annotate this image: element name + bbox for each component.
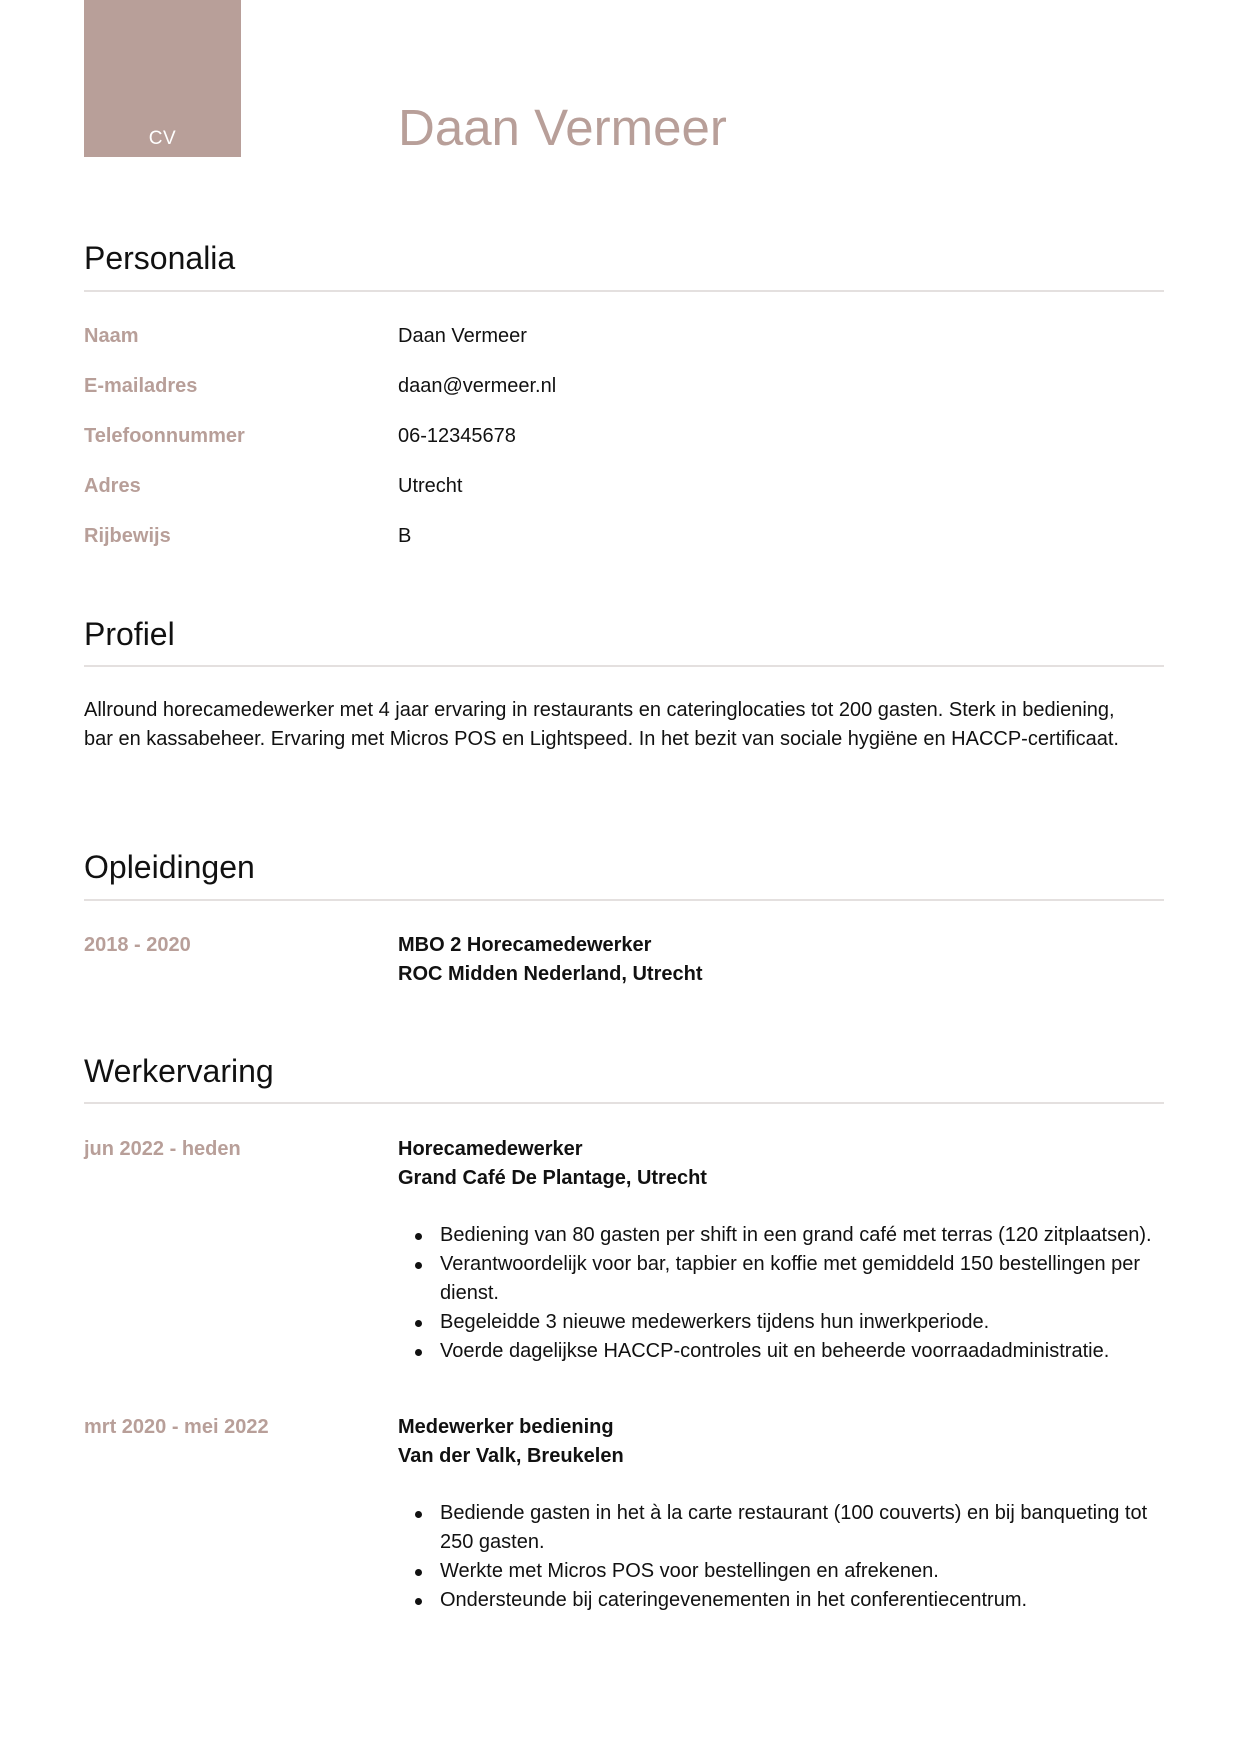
work-bullets xyxy=(398,1221,1164,1366)
section-title-opleidingen: Opleidingen xyxy=(84,849,255,885)
section-profiel xyxy=(84,618,1164,788)
section-opleidingen xyxy=(84,851,1164,991)
bullet-icon xyxy=(415,1349,422,1356)
education-school: ROC Midden Nederland, Utrecht xyxy=(398,963,703,985)
personalia-value: B xyxy=(398,525,412,547)
bullet-text: Bediende gasten in het à la carte restaurant (100 couverts) en bij banqueting tot 250 gasten. xyxy=(440,1502,1148,1553)
bullet-text: Werkte met Micros POS voor bestellingen en afrekenen. xyxy=(440,1560,939,1582)
education-date: 2018 - 2020 xyxy=(84,934,191,956)
cv-badge xyxy=(84,0,241,157)
section-personalia xyxy=(84,240,1164,547)
profile-text: Allround horecamedewerker met 4 jaar ervaring in restaurants en cateringlocaties tot 200 gasten. Sterk in bediening, bar en kassabeheer. Ervaring met Micros POS en Lightspeed. In het bezit van sociale hygiëne en HACCP-certificaat. xyxy=(84,699,1119,750)
bullet-icon xyxy=(415,1569,422,1576)
bullet-text: Begeleidde 3 nieuwe medewerkers tijdens hun inwerkperiode. xyxy=(440,1311,990,1333)
list-item xyxy=(398,1308,1164,1337)
personalia-value: Utrecht xyxy=(398,475,463,497)
bullet-text: Ondersteunde bij cateringevenementen in het conferentiecentrum. xyxy=(440,1589,1028,1611)
bullet-icon xyxy=(415,1511,422,1518)
list-item xyxy=(398,1337,1164,1366)
work-date: jun 2022 - heden xyxy=(84,1138,241,1160)
personalia-label: Rijbewijs xyxy=(84,525,171,547)
section-divider xyxy=(84,1102,1164,1104)
list-item xyxy=(398,1586,1164,1615)
section-werkervaring xyxy=(84,1055,1164,1635)
section-divider xyxy=(84,290,1164,292)
list-item xyxy=(398,1221,1164,1250)
work-title: Horecamedewerker xyxy=(398,1138,583,1160)
bullet-icon xyxy=(415,1320,422,1327)
personalia-value: 06-12345678 xyxy=(398,425,516,447)
bullet-icon xyxy=(415,1233,422,1240)
list-item xyxy=(398,1499,1164,1557)
section-title-personalia: Personalia xyxy=(84,240,236,276)
candidate-name: Daan Vermeer xyxy=(398,99,727,156)
personalia-label: Adres xyxy=(84,475,141,497)
personalia-label: E-mailadres xyxy=(84,375,198,397)
list-item xyxy=(398,1557,1164,1586)
personalia-label: Telefoonnummer xyxy=(84,425,245,447)
work-details xyxy=(398,1413,1164,1615)
work-details xyxy=(398,1135,1164,1366)
work-employer: Van der Valk, Breukelen xyxy=(398,1445,624,1467)
bullet-text: Verantwoordelijk voor bar, tapbier en koffie met gemiddeld 150 bestellingen per dienst. xyxy=(440,1253,1141,1304)
personalia-label: Naam xyxy=(84,325,139,347)
section-divider xyxy=(84,665,1164,667)
education-details xyxy=(398,931,1164,989)
personalia-value: Daan Vermeer xyxy=(398,325,527,347)
section-divider xyxy=(84,899,1164,901)
section-title-profiel: Profiel xyxy=(84,616,175,652)
cv-badge-label: CV xyxy=(148,128,177,149)
bullet-text: Voerde dagelijkse HACCP-controles uit en beheerde voorraadadministratie. xyxy=(440,1340,1110,1362)
work-title: Medewerker bediening xyxy=(398,1416,614,1438)
work-employer: Grand Café De Plantage, Utrecht xyxy=(398,1167,707,1189)
work-date: mrt 2020 - mei 2022 xyxy=(84,1416,269,1438)
email-link[interactable]: daan@vermeer.nl xyxy=(398,375,557,397)
bullet-icon xyxy=(415,1262,422,1269)
bullet-text: Bediening van 80 gasten per shift in een grand café met terras (120 zitplaatsen). xyxy=(440,1224,1152,1246)
section-title-werkervaring: Werkervaring xyxy=(84,1053,274,1089)
list-item xyxy=(398,1250,1164,1308)
education-title: MBO 2 Horecamedewerker xyxy=(398,934,652,956)
bullet-icon xyxy=(415,1598,422,1605)
work-bullets xyxy=(398,1499,1164,1615)
